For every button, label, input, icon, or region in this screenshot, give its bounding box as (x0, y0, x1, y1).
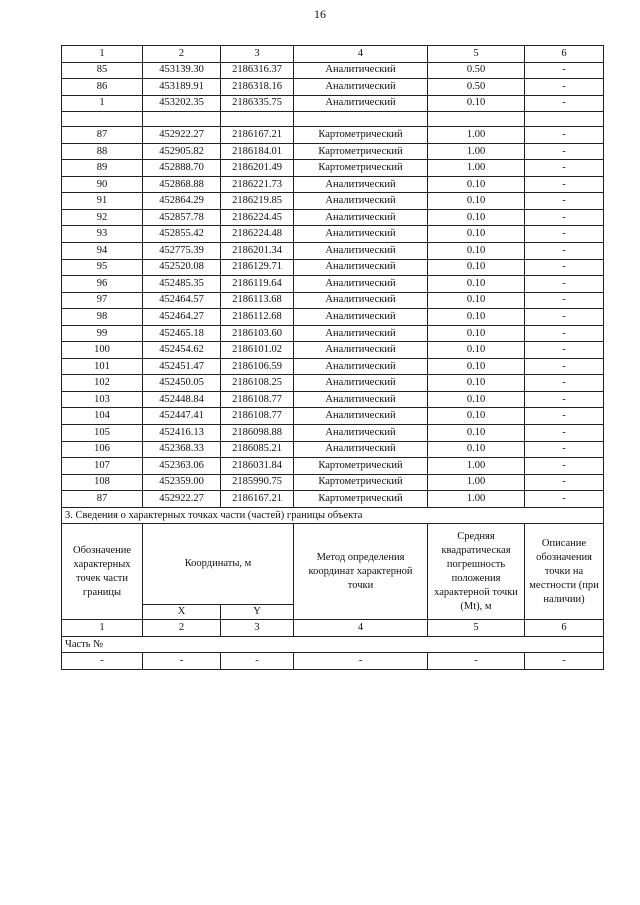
table-cell: 0.10 (428, 259, 525, 276)
table-row (62, 325, 604, 342)
table-cell: 4 (294, 620, 428, 637)
table-cell: 0.10 (428, 209, 525, 226)
col-point-header: Обозначение характерных точек части границы (62, 524, 143, 620)
table-cell (525, 112, 604, 127)
table-cell: 106 (62, 441, 143, 458)
table-cell: 452368.33 (143, 441, 221, 458)
table-cell: Картометрический (294, 127, 428, 144)
table-cell: - (428, 653, 525, 670)
table-cell: - (525, 79, 604, 96)
table-cell: 0.10 (428, 425, 525, 442)
table-row (62, 358, 604, 375)
table-cell: - (143, 653, 221, 670)
table-cell: 86 (62, 79, 143, 96)
table-row (62, 209, 604, 226)
table-cell: 105 (62, 425, 143, 442)
col-error-header: Средняя квадратическая погрешность положения характерной точки (Mt), м (428, 524, 525, 620)
table-cell (294, 112, 428, 127)
table-row (62, 342, 604, 359)
table-cell: - (525, 474, 604, 491)
table-cell: 87 (62, 491, 143, 508)
coordinates-table (61, 45, 604, 670)
table-cell: 2186224.45 (221, 209, 294, 226)
table-cell: Картометрический (294, 160, 428, 177)
table-cell: 2186119.64 (221, 276, 294, 293)
table-header-row (62, 46, 604, 63)
table-cell: 3 (221, 46, 294, 63)
table-row (62, 474, 604, 491)
table-cell: - (525, 491, 604, 508)
table-cell: 2186108.77 (221, 391, 294, 408)
table-row (62, 458, 604, 475)
table-cell: Аналитический (294, 391, 428, 408)
table-cell: 0.50 (428, 62, 525, 79)
table-cell: - (525, 375, 604, 392)
table-cell: 87 (62, 127, 143, 144)
table-cell: 0.10 (428, 193, 525, 210)
table-cell: - (525, 653, 604, 670)
table-cell: 2186167.21 (221, 491, 294, 508)
table-row (62, 79, 604, 96)
table-cell: 452775.39 (143, 243, 221, 260)
table-cell: Аналитический (294, 79, 428, 96)
table-cell: 2 (143, 46, 221, 63)
table-cell: - (525, 358, 604, 375)
table-row (62, 243, 604, 260)
table-cell: 104 (62, 408, 143, 425)
table-cell: 2186112.68 (221, 309, 294, 326)
table-cell: - (525, 391, 604, 408)
table-cell: 2186184.01 (221, 143, 294, 160)
table-cell: Картометрический (294, 491, 428, 508)
table-cell: 100 (62, 342, 143, 359)
table-cell: Аналитический (294, 325, 428, 342)
table-cell: 2186113.68 (221, 292, 294, 309)
table-cell: 2186108.25 (221, 375, 294, 392)
table-cell: 99 (62, 325, 143, 342)
table-cell: 2186224.48 (221, 226, 294, 243)
table-cell: - (525, 176, 604, 193)
table-cell: 452447.41 (143, 408, 221, 425)
table-cell: 90 (62, 176, 143, 193)
table-cell: Аналитический (294, 425, 428, 442)
col-method-header: Метод определения координат характерной точки (294, 524, 428, 620)
table-cell: Картометрический (294, 474, 428, 491)
table-cell: 2186103.60 (221, 325, 294, 342)
table-cell: 2186318.16 (221, 79, 294, 96)
table-cell: 2186085.21 (221, 441, 294, 458)
table-row (62, 391, 604, 408)
table-cell: 1.00 (428, 143, 525, 160)
table-row (62, 309, 604, 326)
table-cell: 452855.42 (143, 226, 221, 243)
table-cell: - (525, 143, 604, 160)
table-cell: Аналитический (294, 95, 428, 112)
table-cell: Картометрический (294, 143, 428, 160)
table-cell: 452922.27 (143, 491, 221, 508)
table-cell: Аналитический (294, 259, 428, 276)
table-cell: 4 (294, 46, 428, 63)
table-cell: Аналитический (294, 309, 428, 326)
table-cell: 0.10 (428, 325, 525, 342)
table-cell: 453202.35 (143, 95, 221, 112)
col-x-header: X (143, 605, 221, 620)
table-cell: 452922.27 (143, 127, 221, 144)
table-cell: Аналитический (294, 243, 428, 260)
table-cell: - (525, 160, 604, 177)
table-row (62, 408, 604, 425)
table-cell: 452864.29 (143, 193, 221, 210)
table-cell: 108 (62, 474, 143, 491)
table-cell: 0.10 (428, 342, 525, 359)
table-cell: Аналитический (294, 358, 428, 375)
table-cell (62, 112, 143, 127)
table-cell: 96 (62, 276, 143, 293)
table-cell: - (525, 226, 604, 243)
table-cell: 0.50 (428, 79, 525, 96)
table-row (62, 259, 604, 276)
table-cell: 1 (62, 46, 143, 63)
table-cell: Аналитический (294, 62, 428, 79)
table-row (62, 441, 604, 458)
table-cell: Аналитический (294, 292, 428, 309)
table-cell: 1.00 (428, 160, 525, 177)
table-cell: - (525, 309, 604, 326)
table-cell: 452450.05 (143, 375, 221, 392)
table-cell: 1.00 (428, 127, 525, 144)
table-cell: Аналитический (294, 342, 428, 359)
table-row (62, 491, 604, 508)
table-cell: 0.10 (428, 243, 525, 260)
table-cell: 88 (62, 143, 143, 160)
table-cell: 452363.06 (143, 458, 221, 475)
table-cell: 452857.78 (143, 209, 221, 226)
section-title-row (62, 507, 604, 524)
table-cell (143, 112, 221, 127)
table-row (62, 292, 604, 309)
table-cell: - (525, 342, 604, 359)
table-cell: 452465.18 (143, 325, 221, 342)
table-cell: - (525, 292, 604, 309)
table-cell: 102 (62, 375, 143, 392)
table-cell: 107 (62, 458, 143, 475)
table-row (62, 653, 604, 670)
table-cell: 452451.47 (143, 358, 221, 375)
table-cell: 97 (62, 292, 143, 309)
table-row (62, 193, 604, 210)
table-cell: 452416.13 (143, 425, 221, 442)
table-cell: - (525, 276, 604, 293)
table-cell: 452454.62 (143, 342, 221, 359)
part-label-row (62, 636, 604, 653)
table-cell: 0.10 (428, 309, 525, 326)
table-row (62, 425, 604, 442)
table-cell: - (525, 425, 604, 442)
table-row (62, 143, 604, 160)
table-cell: - (525, 259, 604, 276)
section-title: 3. Сведения о характерных точках части (частей) границы объекта (62, 507, 604, 524)
table-cell: - (221, 653, 294, 670)
table-cell: 452464.57 (143, 292, 221, 309)
table-cell: 101 (62, 358, 143, 375)
table-cell: 2185990.75 (221, 474, 294, 491)
table-cell: 2186031.84 (221, 458, 294, 475)
table-cell: 452868.88 (143, 176, 221, 193)
table-cell: 452888.70 (143, 160, 221, 177)
table-cell: 1.00 (428, 458, 525, 475)
table-cell: 0.10 (428, 358, 525, 375)
table-row (62, 127, 604, 144)
table-cell: 1.00 (428, 474, 525, 491)
table-row (62, 276, 604, 293)
table-cell: 94 (62, 243, 143, 260)
table-cell: 2186101.02 (221, 342, 294, 359)
section-header-row (62, 524, 604, 605)
col-desc-header: Описание обозначения точки на местности (при наличии) (525, 524, 604, 620)
table-cell: - (525, 62, 604, 79)
table-cell: 0.10 (428, 441, 525, 458)
table-cell: 5 (428, 620, 525, 637)
table-cell: 2186316.37 (221, 62, 294, 79)
table-row (62, 95, 604, 112)
table-cell: Аналитический (294, 176, 428, 193)
table-cell: 2186098.88 (221, 425, 294, 442)
table-cell: 452520.08 (143, 259, 221, 276)
table-cell: 2 (143, 620, 221, 637)
table-cell: 85 (62, 62, 143, 79)
table-cell: - (525, 193, 604, 210)
table-cell: 0.10 (428, 408, 525, 425)
table-cell (428, 112, 525, 127)
table-cell: - (525, 95, 604, 112)
table-cell: 2186335.75 (221, 95, 294, 112)
table-cell: 2186201.34 (221, 243, 294, 260)
table-cell: Аналитический (294, 408, 428, 425)
table-cell: 1 (62, 620, 143, 637)
table-cell: 452359.00 (143, 474, 221, 491)
table-cell: Аналитический (294, 193, 428, 210)
table-cell: 452448.84 (143, 391, 221, 408)
table-cell (221, 112, 294, 127)
table-cell: 2186219.85 (221, 193, 294, 210)
table-cell: 0.10 (428, 375, 525, 392)
table-cell: 6 (525, 46, 604, 63)
table-row (62, 176, 604, 193)
table-cell: 452905.82 (143, 143, 221, 160)
table-cell: 2186221.73 (221, 176, 294, 193)
table-cell: 0.10 (428, 95, 525, 112)
table-cell: 2186129.71 (221, 259, 294, 276)
table-cell: 3 (221, 620, 294, 637)
table-cell: 1.00 (428, 491, 525, 508)
table-cell: - (525, 458, 604, 475)
table-cell: - (294, 653, 428, 670)
table-cell: - (525, 325, 604, 342)
table-cell: - (525, 441, 604, 458)
table-cell: 6 (525, 620, 604, 637)
section-number-row (62, 620, 604, 637)
table-cell: Аналитический (294, 276, 428, 293)
table-cell: Аналитический (294, 226, 428, 243)
table-cell: Картометрический (294, 458, 428, 475)
table-row (62, 62, 604, 79)
table-cell: - (525, 209, 604, 226)
table-cell: 2186201.49 (221, 160, 294, 177)
table-cell: 89 (62, 160, 143, 177)
table-cell: 0.10 (428, 292, 525, 309)
table-cell: Аналитический (294, 441, 428, 458)
table-cell: - (62, 653, 143, 670)
table-cell: 103 (62, 391, 143, 408)
col-y-header: Y (221, 605, 294, 620)
table-cell: 0.10 (428, 226, 525, 243)
table-cell: - (525, 243, 604, 260)
page-number: 16 (314, 7, 326, 21)
table-cell: 453189.91 (143, 79, 221, 96)
table-cell: 2186167.21 (221, 127, 294, 144)
table-row (62, 160, 604, 177)
part-label: Часть № (62, 636, 604, 653)
table-cell: 95 (62, 259, 143, 276)
table-cell: 452485.35 (143, 276, 221, 293)
table-cell: Аналитический (294, 375, 428, 392)
table-row (62, 226, 604, 243)
table-cell: Аналитический (294, 209, 428, 226)
table-cell: 2186106.59 (221, 358, 294, 375)
table-cell: 93 (62, 226, 143, 243)
table-cell: 98 (62, 309, 143, 326)
table-cell: 453139.30 (143, 62, 221, 79)
table-cell: 5 (428, 46, 525, 63)
table-cell: 0.10 (428, 276, 525, 293)
table-cell: - (525, 408, 604, 425)
table-cell: 91 (62, 193, 143, 210)
table-cell: 2186108.77 (221, 408, 294, 425)
table-empty-row (62, 112, 604, 127)
table-cell: - (525, 127, 604, 144)
table-row (62, 375, 604, 392)
table-cell: 0.10 (428, 391, 525, 408)
table-cell: 0.10 (428, 176, 525, 193)
col-coords-header: Координаты, м (143, 524, 294, 605)
table-cell: 1 (62, 95, 143, 112)
table-cell: 452464.27 (143, 309, 221, 326)
table-cell: 92 (62, 209, 143, 226)
